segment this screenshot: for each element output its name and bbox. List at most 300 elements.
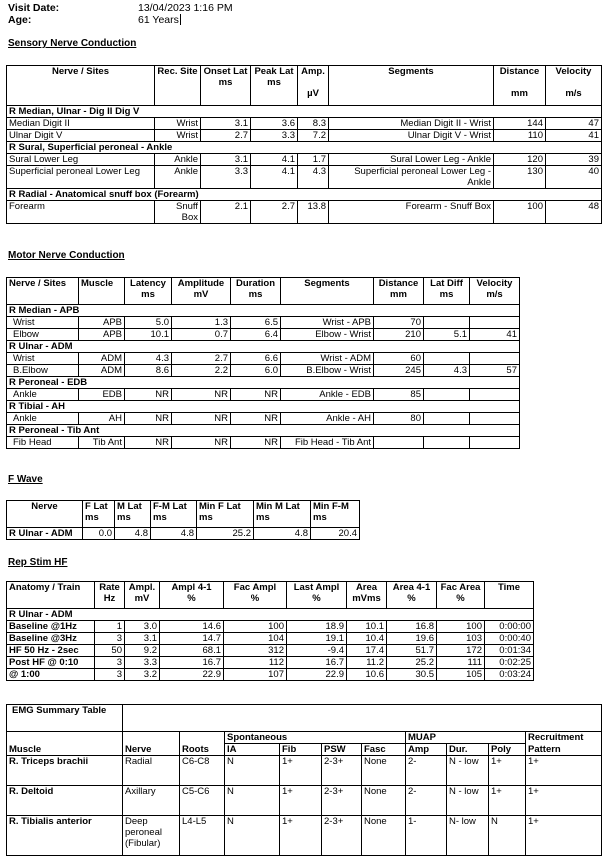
cell: 8.3 <box>298 118 329 130</box>
fwave-col-nerve: Nerve <box>7 501 83 528</box>
cell: 16.8 <box>387 621 437 633</box>
cell: 4.8 <box>151 528 197 540</box>
cell: 105 <box>437 669 485 681</box>
cell: 112 <box>224 657 287 669</box>
cell: NR <box>125 437 172 449</box>
cell: 1+ <box>280 756 322 786</box>
cell: 2-3+ <box>322 786 362 816</box>
cell <box>424 353 470 365</box>
cell: 10.6 <box>347 669 387 681</box>
cell: C6-C8 <box>180 756 225 786</box>
motor-col-amplitude-label: Amplitude <box>177 278 225 289</box>
cell: 41 <box>470 329 520 341</box>
cell: 3.3 <box>251 130 298 142</box>
motor-col-velocity <box>470 278 520 305</box>
motor-col-latdiff <box>424 278 470 305</box>
repstim-row <box>7 645 534 657</box>
cell: 100 <box>437 621 485 633</box>
cell: N <box>489 816 526 856</box>
cell: 80 <box>374 413 424 425</box>
sensory-col-velocity-unit: m/s <box>565 88 582 99</box>
fwave-col-minfm-unit: ms <box>313 512 327 523</box>
fwave-col-flat-label: F Lat <box>85 501 108 512</box>
motor-row <box>7 389 520 401</box>
repstim-col-ampl41 <box>160 582 224 609</box>
cell: Sural Lower Leg <box>7 154 155 166</box>
cell: 107 <box>224 669 287 681</box>
cell <box>470 389 520 401</box>
cell: 40 <box>546 166 602 189</box>
motor-col-duration-label: Duration <box>235 278 276 289</box>
cell: 11.2 <box>347 657 387 669</box>
sensory-col-distance <box>494 66 546 106</box>
cell: ADM <box>79 353 125 365</box>
motor-group-row <box>7 341 520 353</box>
fwave-col-fmlat-label: F-M Lat <box>153 501 187 512</box>
motor-group-name: R Peroneal - Tib Ant <box>7 425 520 437</box>
cell <box>424 437 470 449</box>
repstim-col-ampl41-label: Ampl 4-1 <box>171 582 212 593</box>
cell: 100 <box>224 621 287 633</box>
sensory-row <box>7 166 602 189</box>
cell: 1+ <box>526 756 602 786</box>
cell: 16.7 <box>160 657 224 669</box>
cell: 3.3 <box>201 166 251 189</box>
fwave-col-minfm <box>311 501 360 528</box>
cell: N - low <box>447 786 489 816</box>
motor-col-amplitude-unit: mV <box>193 289 209 300</box>
cell: 4.1 <box>251 166 298 189</box>
repstim-col-facampl <box>224 582 287 609</box>
cell: Baseline @1Hz <box>7 621 95 633</box>
motor-group-row <box>7 401 520 413</box>
motor-col-velocity-unit: m/s <box>486 289 503 300</box>
sensory-col-onset-unit: ms <box>218 77 233 88</box>
cell: 1+ <box>489 756 526 786</box>
cell: 57 <box>470 365 520 377</box>
emg-blank <box>123 732 180 744</box>
cell: 0.0 <box>83 528 115 540</box>
repstim-col-rate-label: Rate <box>99 582 120 593</box>
cell: L4-L5 <box>180 816 225 856</box>
cell: 2.7 <box>201 130 251 142</box>
motor-col-distance-label: Distance <box>378 278 419 289</box>
repstim-table <box>6 581 534 681</box>
cell: Wrist <box>155 118 201 130</box>
emg-col-fib: Fib <box>280 744 322 756</box>
emg-blank <box>7 732 123 744</box>
emg-blank <box>180 732 225 744</box>
motor-group-row <box>7 425 520 437</box>
repstim-col-area-label: Area <box>355 582 378 593</box>
fwave-col-minflat-label: Min F Lat <box>199 501 241 512</box>
cell: @ 1:00 <box>7 669 95 681</box>
fwave-table <box>6 500 360 540</box>
cell: 6.6 <box>231 353 281 365</box>
emg-title-row <box>7 705 602 732</box>
fwave-col-minfm-label: Min F-M <box>313 501 349 512</box>
cell: 1+ <box>280 786 322 816</box>
cell: N - low <box>447 756 489 786</box>
cell: 3.2 <box>125 669 160 681</box>
cell: Baseline @3Hz <box>7 633 95 645</box>
sensory-header-row <box>7 66 602 106</box>
repstim-col-area41 <box>387 582 437 609</box>
cell: 70 <box>374 317 424 329</box>
cell: 6.4 <box>231 329 281 341</box>
motor-col-distance <box>374 278 424 305</box>
cell: C5-C6 <box>180 786 225 816</box>
repstim-col-lastampl-label: Last Ampl <box>293 582 340 593</box>
cell: 4.3 <box>125 353 172 365</box>
cell: Axillary <box>123 786 180 816</box>
emg-group-header-row <box>7 732 602 744</box>
repstim-col-time: Time <box>485 582 534 609</box>
cell: ADM <box>79 365 125 377</box>
repstim-col-rate-unit: Hz <box>103 593 116 604</box>
cell: Ankle <box>7 413 79 425</box>
sensory-col-rec-site: Rec. Site <box>155 66 201 106</box>
fwave-col-mlat-unit: ms <box>117 512 131 523</box>
cell: None <box>362 786 406 816</box>
sensory-group-row <box>7 142 602 154</box>
emg-row <box>7 786 602 816</box>
cell: 10.1 <box>125 329 172 341</box>
repstim-header-row <box>7 582 534 609</box>
cell: NR <box>125 413 172 425</box>
sensory-group-name: R Median, Ulnar - Dig II Dig V <box>7 106 602 118</box>
fwave-col-mlat <box>115 501 151 528</box>
emg-col-nerve: Nerve <box>123 744 180 756</box>
repstim-group-row <box>7 609 534 621</box>
cell: 85 <box>374 389 424 401</box>
emg-col-amp: Amp <box>406 744 447 756</box>
repstim-col-area <box>347 582 387 609</box>
cell: Median Digit II - Wrist <box>329 118 494 130</box>
emg-row <box>7 816 602 856</box>
emg-muap-header: MUAP <box>406 732 526 744</box>
cell: Elbow <box>7 329 79 341</box>
motor-col-duration <box>231 278 281 305</box>
sensory-col-peak-label: Peak Lat <box>254 66 294 77</box>
motor-group-row <box>7 377 520 389</box>
cell <box>424 317 470 329</box>
emg-table <box>6 704 602 856</box>
cell: N <box>225 786 280 816</box>
cell: NR <box>231 413 281 425</box>
motor-col-latency-label: Latency <box>130 278 166 289</box>
sensory-col-amp <box>298 66 329 106</box>
cell <box>374 437 424 449</box>
fwave-col-fmlat-unit: ms <box>153 512 167 523</box>
cell: N <box>225 756 280 786</box>
cell: Ankle <box>155 154 201 166</box>
emg-col-poly: Poly <box>489 744 526 756</box>
cell: 2-3+ <box>322 756 362 786</box>
cell: Snuff Box <box>155 201 201 224</box>
fwave-col-minmlat <box>254 501 311 528</box>
cell: 16.7 <box>287 657 347 669</box>
repstim-col-anatomy: Anatomy / Train <box>7 582 95 609</box>
repstim-col-facarea <box>437 582 485 609</box>
cell: R. Triceps brachii <box>7 756 123 786</box>
cell: Sural Lower Leg - Ankle <box>329 154 494 166</box>
visit-date-value: 13/04/2023 1:16 PM <box>138 2 233 14</box>
cell: 100 <box>494 201 546 224</box>
age-label: Age: <box>8 14 32 26</box>
cell: 1+ <box>489 786 526 816</box>
fwave-col-minmlat-unit: ms <box>256 512 270 523</box>
emg-body <box>7 756 602 856</box>
repstim-col-facampl-unit: % <box>250 593 260 604</box>
cell: Ankle <box>7 389 79 401</box>
repstim-col-ampl <box>125 582 160 609</box>
motor-row <box>7 353 520 365</box>
cell: R. Deltoid <box>7 786 123 816</box>
repstim-col-area-unit: mVms <box>352 593 381 604</box>
cell: 4.8 <box>254 528 311 540</box>
emg-title: EMG Summary Table <box>7 705 123 732</box>
cell: 1- <box>406 816 447 856</box>
repstim-title: Rep Stim HF <box>8 557 68 568</box>
repstim-col-area41-label: Area 4-1 <box>392 582 431 593</box>
fwave-col-flat <box>83 501 115 528</box>
fwave-col-minflat <box>197 501 254 528</box>
cell: NR <box>172 437 231 449</box>
cell: Deep peroneal (Fibular) <box>123 816 180 856</box>
cell: 17.4 <box>347 645 387 657</box>
age-value-wrap[interactable] <box>138 14 181 27</box>
cell: 20.4 <box>311 528 360 540</box>
cell: 14.7 <box>160 633 224 645</box>
emg-col-dur: Dur. <box>447 744 489 756</box>
cell: 172 <box>437 645 485 657</box>
cell: -9.4 <box>287 645 347 657</box>
sensory-col-nerve: Nerve / Sites <box>7 66 155 106</box>
cell: HF 50 Hz - 2sec <box>7 645 95 657</box>
cell: 22.9 <box>160 669 224 681</box>
fwave-col-minflat-unit: ms <box>199 512 213 523</box>
cell: Superficial peroneal Lower Leg - Ankle <box>329 166 494 189</box>
cell: Radial <box>123 756 180 786</box>
cell: 2.7 <box>251 201 298 224</box>
cell: 6.0 <box>231 365 281 377</box>
cell: B.Elbow <box>7 365 79 377</box>
repstim-col-rate <box>95 582 125 609</box>
cell: 2-3+ <box>322 816 362 856</box>
motor-col-latency-unit: ms <box>141 289 155 300</box>
repstim-col-facampl-label: Fac Ampl <box>233 582 277 593</box>
cell: 48 <box>546 201 602 224</box>
cell: None <box>362 756 406 786</box>
cell: 51.7 <box>387 645 437 657</box>
cell: 8.6 <box>125 365 172 377</box>
cell: 0.7 <box>172 329 231 341</box>
sensory-col-segments: Segments <box>329 66 494 106</box>
cell: 3.1 <box>125 633 160 645</box>
motor-col-latency <box>125 278 172 305</box>
cell: 2.1 <box>201 201 251 224</box>
cell: Wrist <box>7 353 79 365</box>
cell: 1+ <box>526 786 602 816</box>
emg-col-pattern: Pattern <box>526 744 602 756</box>
cell: 0:00:40 <box>485 633 534 645</box>
cell: Wrist <box>155 130 201 142</box>
cell: 312 <box>224 645 287 657</box>
cell: Wrist <box>7 317 79 329</box>
fwave-col-minmlat-label: Min M Lat <box>256 501 300 512</box>
sensory-col-amp-unit: µV <box>307 88 319 99</box>
motor-col-latdiff-label: Lat Diff <box>430 278 463 289</box>
motor-group-row <box>7 305 520 317</box>
cell: Post HF @ 0:10 <box>7 657 95 669</box>
cell: 1.3 <box>172 317 231 329</box>
cell: 41 <box>546 130 602 142</box>
cell: N- low <box>447 816 489 856</box>
emg-col-muscle: Muscle <box>7 744 123 756</box>
fwave-title: F Wave <box>8 474 43 485</box>
cell <box>470 353 520 365</box>
motor-col-nerve: Nerve / Sites <box>7 278 79 305</box>
sensory-col-peak-unit: ms <box>267 77 281 88</box>
cell: 0:03:24 <box>485 669 534 681</box>
cell: NR <box>125 389 172 401</box>
cell: 245 <box>374 365 424 377</box>
cell: 68.1 <box>160 645 224 657</box>
cell: 0:02:25 <box>485 657 534 669</box>
cell: 19.1 <box>287 633 347 645</box>
cell: 210 <box>374 329 424 341</box>
cell: 30.5 <box>387 669 437 681</box>
sensory-col-distance-unit: mm <box>511 88 528 99</box>
cell: 5.1 <box>424 329 470 341</box>
cell: Wrist - APB <box>281 317 374 329</box>
cell: 2.2 <box>172 365 231 377</box>
cell: 3.3 <box>125 657 160 669</box>
fwave-col-fmlat <box>151 501 197 528</box>
fwave-col-mlat-label: M Lat <box>117 501 142 512</box>
cell: NR <box>231 389 281 401</box>
sensory-title: Sensory Nerve Conduction <box>8 38 137 49</box>
cell: 39 <box>546 154 602 166</box>
repstim-col-lastampl-unit: % <box>312 593 321 604</box>
sensory-group-row <box>7 189 602 201</box>
sensory-row <box>7 154 602 166</box>
emg-col-psw: PSW <box>322 744 362 756</box>
motor-col-duration-unit: ms <box>248 289 263 300</box>
cell: 1+ <box>526 816 602 856</box>
motor-col-velocity-label: Velocity <box>476 278 513 289</box>
cell: 25.2 <box>197 528 254 540</box>
emg-recruitment-header: Recruitment <box>526 732 602 744</box>
cell: 111 <box>437 657 485 669</box>
cell: 7.2 <box>298 130 329 142</box>
repstim-col-facarea-unit: % <box>456 593 465 604</box>
cell <box>470 317 520 329</box>
cell: Fib Head <box>7 437 79 449</box>
cell: 0:00:00 <box>485 621 534 633</box>
cell: 144 <box>494 118 546 130</box>
cell: 1+ <box>280 816 322 856</box>
motor-group-name: R Ulnar - ADM <box>7 341 520 353</box>
cell: 50 <box>95 645 125 657</box>
repstim-col-ampl41-unit: % <box>187 593 196 604</box>
cell: Ankle <box>155 166 201 189</box>
motor-row <box>7 329 520 341</box>
cell: 130 <box>494 166 546 189</box>
cell: N <box>225 816 280 856</box>
sensory-row <box>7 130 602 142</box>
motor-row <box>7 437 520 449</box>
motor-group-name: R Tibial - AH <box>7 401 520 413</box>
repstim-col-area41-unit: % <box>407 593 416 604</box>
cell: 1.7 <box>298 154 329 166</box>
cell: 0:01:34 <box>485 645 534 657</box>
repstim-col-ampl-label: Ampl. <box>128 582 156 593</box>
cell: R. Tibialis anterior <box>7 816 123 856</box>
sensory-col-distance-label: Distance <box>499 66 540 77</box>
repstim-body <box>7 609 534 681</box>
cell: 110 <box>494 130 546 142</box>
repstim-col-facarea-label: Fac Area <box>440 582 481 593</box>
text-cursor <box>180 14 181 25</box>
cell: Median Digit II <box>7 118 155 130</box>
cell: 19.6 <box>387 633 437 645</box>
cell: 25.2 <box>387 657 437 669</box>
cell: 4.3 <box>298 166 329 189</box>
cell: 14.6 <box>160 621 224 633</box>
sensory-col-amp-label: Amp. <box>301 66 325 77</box>
repstim-row <box>7 633 534 645</box>
cell <box>424 389 470 401</box>
repstim-row <box>7 657 534 669</box>
sensory-col-velocity <box>546 66 602 106</box>
age-value[interactable]: 61 Years <box>138 14 179 26</box>
cell: 5.0 <box>125 317 172 329</box>
cell: Ankle - EDB <box>281 389 374 401</box>
cell: 10.4 <box>347 633 387 645</box>
cell: 2- <box>406 756 447 786</box>
cell: Fib Head - Tib Ant <box>281 437 374 449</box>
motor-row <box>7 317 520 329</box>
cell: 4.3 <box>424 365 470 377</box>
fwave-row <box>7 528 360 540</box>
cell: B.Elbow - Wrist <box>281 365 374 377</box>
cell: 104 <box>224 633 287 645</box>
cell: Tib Ant <box>79 437 125 449</box>
cell: 22.9 <box>287 669 347 681</box>
cell: R Ulnar - ADM <box>7 528 83 540</box>
cell: Elbow - Wrist <box>281 329 374 341</box>
cell: Ankle - AH <box>281 413 374 425</box>
visit-date-label: Visit Date: <box>8 2 60 14</box>
cell: NR <box>172 389 231 401</box>
cell: 9.2 <box>125 645 160 657</box>
sensory-table <box>6 65 602 224</box>
fwave-header-row <box>7 501 360 528</box>
motor-group-name: R Peroneal - EDB <box>7 377 520 389</box>
cell: Forearm <box>7 201 155 224</box>
cell: AH <box>79 413 125 425</box>
cell: 2- <box>406 786 447 816</box>
cell: 3.6 <box>251 118 298 130</box>
repstim-row <box>7 669 534 681</box>
sensory-row <box>7 201 602 224</box>
cell: 18.9 <box>287 621 347 633</box>
fwave-col-flat-unit: ms <box>85 512 99 523</box>
emg-spontaneous-header: Spontaneous <box>225 732 406 744</box>
cell: Ulnar Digit V - Wrist <box>329 130 494 142</box>
